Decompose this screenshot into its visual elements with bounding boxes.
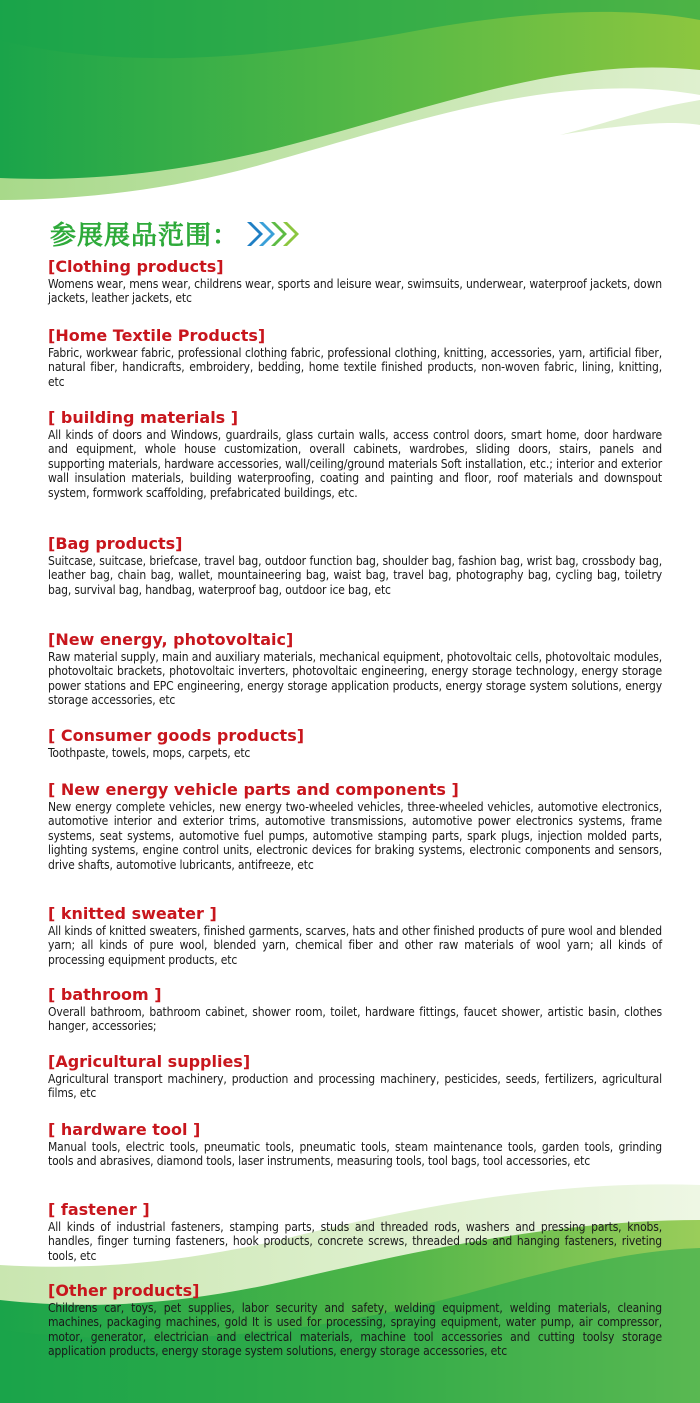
section-body: New energy complete vehicles, new energy two-wheeled vehicles, three-wheeled vehicles, automotive electronics, automotive interior and exterior trims, automotive transmissions, automotive power electronics systems, frame systems, seat systems, automotive fuel pumps, automotive stamping parts, spark plugs, injection molded parts, lighting systems, engine control units, electronic devices for braking systems, electronic components and sensors, drive shafts, automotive lubricants, antifreeze, etc [48, 800, 662, 872]
section-heading: [Clothing products] [48, 257, 224, 276]
section-body: All kinds of industrial fasteners, stamping parts, studs and threaded rods, washers and pressing parts, knobs, handles, finger turning fasteners, hook products, concrete screws, threaded rods and hanging fasteners, riveting tools, etc [48, 1220, 662, 1263]
main-title [50, 215, 303, 252]
section-fastener [48, 1200, 662, 1263]
section-heading: [ hardware tool ] [48, 1120, 201, 1139]
section-heading: [ New energy vehicle parts and components ] [48, 780, 459, 799]
section-body: Overall bathroom, bathroom cabinet, shower room, toilet, hardware fittings, faucet shower, artistic basin, clothes hanger, accessories; [48, 1005, 662, 1034]
section-agricultural-supplies [48, 1052, 662, 1101]
section-body: All kinds of knitted sweaters, finished garments, scarves, hats and other finished products of pure wool and blended yarn; all kinds of pure wool, blended yarn, chemical fiber and other raw materials of wool yarn; all kinds of processing equipment products, etc [48, 924, 662, 967]
section-home-textile [48, 326, 662, 389]
section-body: Toothpaste, towels, mops, carpets, etc [48, 746, 251, 760]
chevron-arrows-icon [245, 219, 303, 249]
section-heading: [Bag products] [48, 534, 183, 553]
section-heading: [ bathroom ] [48, 985, 162, 1004]
section-consumer-goods [48, 726, 662, 760]
section-hardware-tool [48, 1120, 662, 1169]
section-body: Suitcase, suitcase, briefcase, travel bag, outdoor function bag, shoulder bag, fashion bag, wrist bag, crossbody bag, leather bag, chain bag, wallet, mountaineering bag, waist bag, travel bag, photography bag, cycling bag, toiletry bag, survival bag, handbag, waterproof bag, outdoor ice bag, etc [48, 554, 662, 597]
section-other-products [48, 1281, 662, 1359]
section-bag-products [48, 534, 662, 597]
section-nev-parts [48, 780, 662, 872]
main-title-text: 参展展品范围： [50, 221, 240, 251]
section-building-materials [48, 408, 662, 500]
section-bathroom [48, 985, 662, 1034]
section-clothing [48, 257, 662, 306]
section-heading: [ building materials ] [48, 408, 239, 427]
section-body: Manual tools, electric tools, pneumatic tools, pneumatic tools, steam maintenance tools, garden tools, grinding tools and abrasives, diamond tools, laser instruments, measuring tools, tool bags, tool accessories, etc [48, 1140, 662, 1169]
section-body: Raw material supply, main and auxiliary materials, mechanical equipment, photovoltaic cells, photovoltaic modules, photovoltaic brackets, photovoltaic inverters, photovoltaic engineering, energy storage technology, energy storage power stations and EPC engineering, energy storage application products, energy storage system solutions, energy storage accessories, etc [48, 650, 662, 708]
section-heading: [ fastener ] [48, 1200, 150, 1219]
section-body: Womens wear, mens wear, childrens wear, sports and leisure wear, swimsuits, underwear, waterproof jackets, down jackets, leather jackets, etc [48, 277, 662, 306]
section-body: Fabric, workwear fabric, professional clothing fabric, professional clothing, knitting, accessories, yarn, artificial fiber, natural fiber, handicrafts, embroidery, bedding, home textile finished products, non-woven fabric, lining, knitting, etc [48, 346, 662, 389]
section-heading: [Agricultural supplies] [48, 1052, 251, 1071]
section-new-energy-photovoltaic [48, 630, 662, 708]
section-heading: [New energy, photovoltaic] [48, 630, 294, 649]
section-heading: [ knitted sweater ] [48, 904, 217, 923]
section-body: Childrens car, toys, pet supplies, labor security and safety, welding equipment, welding materials, cleaning machines, packaging machines, gold It is used for processing, spraying equipment, water pump, air compressor, motor, generator, electrician and electrical materials, machine tool accessories and cutting toolsy storage application products, energy storage system solutions, energy storage accessories, etc [48, 1301, 662, 1359]
section-knitted-sweater [48, 904, 662, 967]
section-heading: [Other products] [48, 1281, 200, 1300]
section-body: Agricultural transport machinery, production and processing machinery, pesticides, seeds, fertilizers, agricultural films, etc [48, 1072, 662, 1101]
section-body: All kinds of doors and Windows, guardrails, glass curtain walls, access control doors, smart home, door hardware and equipment, whole house customization, overall cabinets, wardrobes, sliding doors, stairs, panels and supporting materials, hardware accessories, wall/ceiling/ground materials Soft installation, etc.; interior and exterior wall insulation materials, building waterproofing, coating and painting and floor, roof materials and downspout system, formwork scaffolding, prefabricated buildings, etc. [48, 428, 662, 500]
section-heading: [Home Textile Products] [48, 326, 266, 345]
section-heading: [ Consumer goods products] [48, 726, 305, 745]
